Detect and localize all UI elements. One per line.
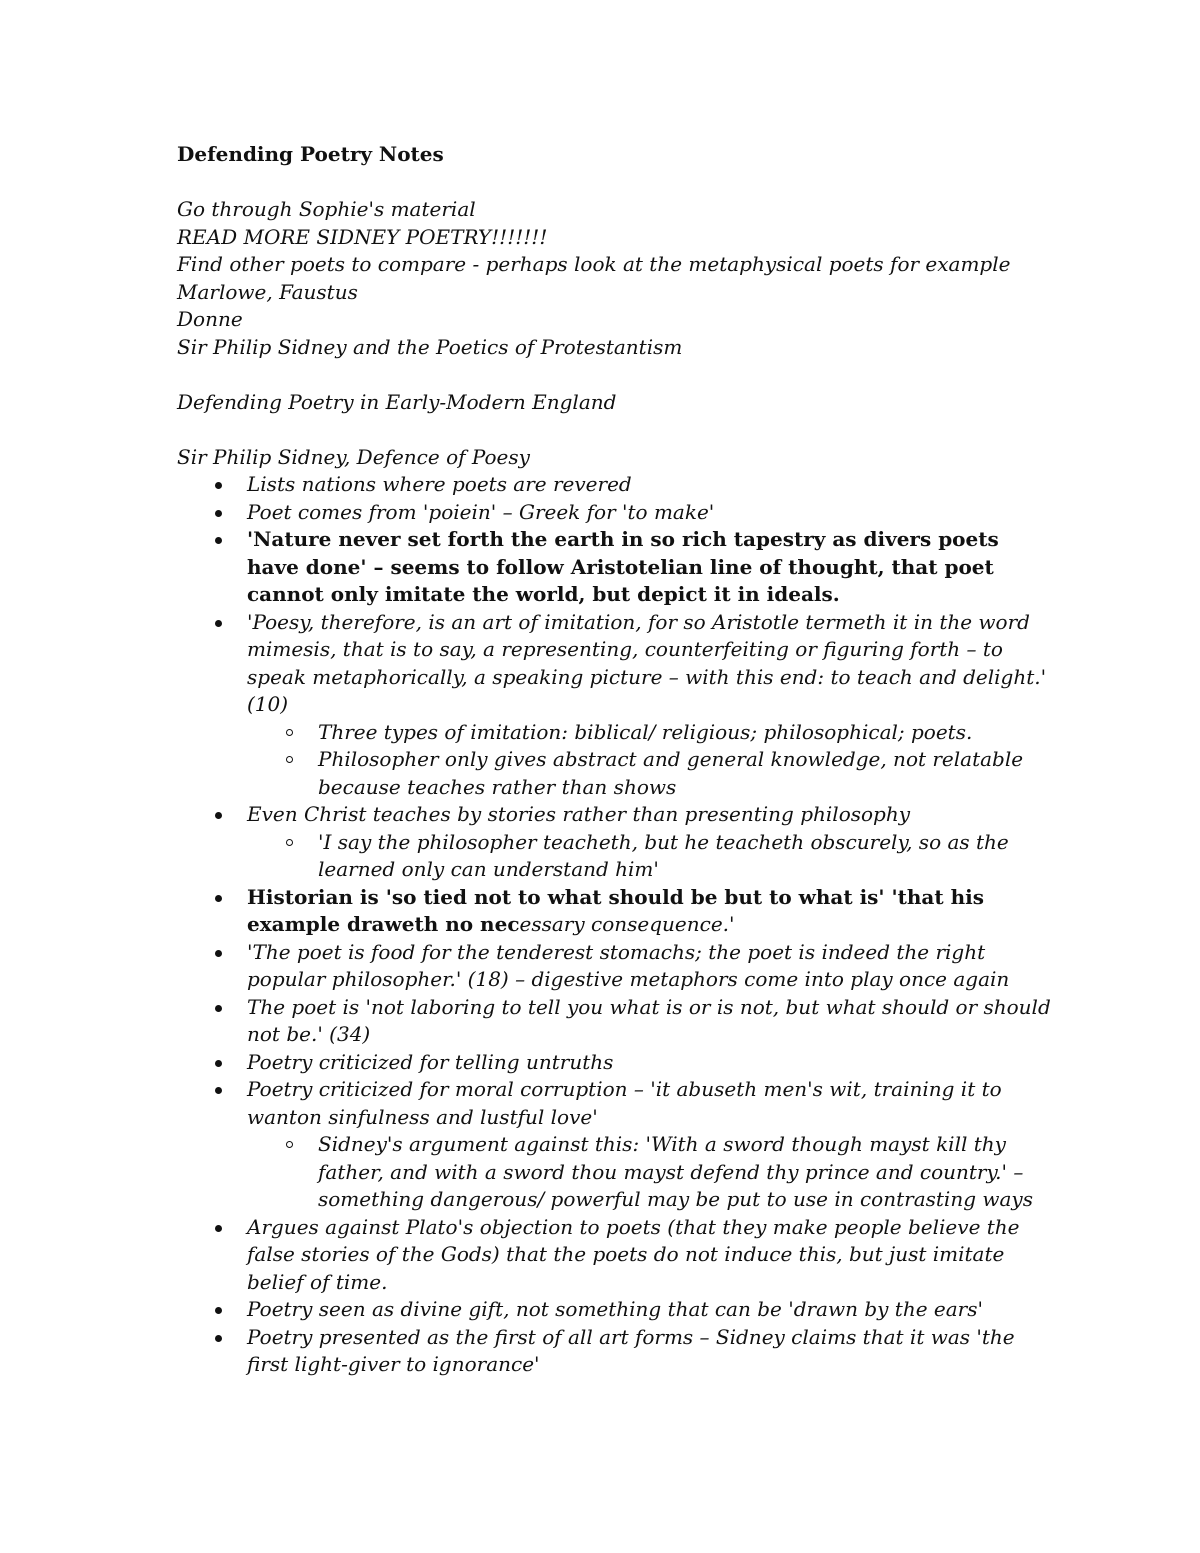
- bullet-circle-icon: [286, 756, 293, 763]
- sub-list-item: [247, 719, 1057, 747]
- todo-line: Find other poets to compare - perhaps look at the metaphysical poets for example: [177, 252, 1011, 276]
- todo-line: Go through Sophie's material: [177, 197, 476, 221]
- list-item-italic-text: essary consequence.': [519, 912, 735, 936]
- bullet-circle-icon: [286, 839, 293, 846]
- todo-line: Marlowe, Faustus: [177, 279, 358, 304]
- list-item: [177, 1049, 1057, 1077]
- bullet-dot-icon: [215, 812, 222, 819]
- list-item-text: Even Christ teaches by stories rather than presenting philosophy: [247, 802, 911, 826]
- document-body: [177, 141, 1057, 1379]
- bullet-dot-icon: [215, 537, 222, 544]
- bullet-dot-icon: [215, 895, 222, 902]
- sub-list: [247, 719, 1057, 802]
- section-heading: Defending Poetry in Early-Modern England: [177, 389, 617, 414]
- list-item-text: Poet comes from 'poiein' – Greek for 'to make': [247, 499, 715, 524]
- bullet-dot-icon: [215, 620, 222, 627]
- bullet-dot-icon: [215, 1335, 222, 1342]
- sub-list-item-text: Philosopher only gives abstract and general knowledge, not relatable because teaches rather than shows: [318, 747, 1024, 799]
- todo-line: Donne: [177, 307, 243, 331]
- list-item-bold-text: Historian is 'so tied not to what should be but to what is' 'that his example draweth no nec: [247, 884, 984, 936]
- bullet-dot-icon: [215, 1225, 222, 1232]
- sub-list-item-text: Three types of imitation: biblical/ religious; philosophical; poets.: [318, 719, 973, 744]
- list-item: [177, 994, 1057, 1049]
- list-item-text: 'Nature never set forth the earth in so rich tapestry as divers poets have done' – seems to follow Aristotelian line of thought, that poet cannot only imitate the world, but depict it in ideals.: [247, 527, 999, 606]
- list-item-text: Lists nations where poets are revered: [247, 472, 632, 496]
- list-item: [177, 1214, 1057, 1297]
- bullet-circle-icon: [286, 729, 293, 736]
- sub-list: [247, 829, 1057, 884]
- list-item: [177, 499, 1057, 527]
- list-item-text: Poetry seen as divine gift, not something that can be 'drawn by the ears': [247, 1297, 983, 1321]
- list-item: [177, 526, 1057, 609]
- list-item-text: Poetry presented as the first of all art forms – Sidney claims that it was 'the first light-giver to ignorance': [247, 1324, 1015, 1376]
- bullet-dot-icon: [215, 1060, 222, 1067]
- list-item: [177, 1324, 1057, 1379]
- sub-list: [247, 1131, 1057, 1214]
- list-item: [177, 939, 1057, 994]
- list-item-text: Poetry criticized for moral corruption – 'it abuseth men's wit, training it to wanton sinfulness and lustful love': [247, 1077, 1002, 1129]
- document-title: Defending Poetry Notes: [177, 142, 444, 166]
- notes-list: [177, 471, 1057, 1379]
- list-item: [177, 471, 1057, 499]
- list-item-text: [247, 884, 1057, 939]
- subsection-heading: Sir Philip Sidney, Defence of Poesy: [177, 444, 530, 469]
- list-item: [177, 1296, 1057, 1324]
- sub-list-item-text: 'I say the philosopher teacheth, but he teacheth obscurely, so as the learned only can understand him': [318, 829, 1009, 881]
- sub-list-item-text: Sidney's argument against this: 'With a sword though mayst kill thy father, and with a sword thou mayst defend thy prince and country.' – something dangerous/ powerful may be put to use in contrasting ways: [318, 1132, 1033, 1211]
- list-item: [177, 1076, 1057, 1214]
- spacer: [177, 361, 1057, 389]
- bullet-circle-icon: [286, 1141, 293, 1148]
- sub-list-item: [247, 829, 1057, 884]
- bullet-dot-icon: [215, 510, 222, 517]
- spacer: [177, 416, 1057, 444]
- sub-list-item: [247, 1131, 1057, 1214]
- list-item: [177, 801, 1057, 884]
- bullet-dot-icon: [215, 950, 222, 957]
- list-item: [177, 609, 1057, 802]
- todo-line: Sir Philip Sidney and the Poetics of Protestantism: [177, 334, 683, 359]
- bullet-dot-icon: [215, 1307, 222, 1314]
- list-item: [177, 884, 1057, 939]
- list-item-text: 'Poesy, therefore, is an art of imitation, for so Aristotle termeth it in the word mimesis, that is to say, a representing, counterfeiting or figuring forth – to speak metaphorically, a speaking picture – with this end: to teach and delight.' (10): [247, 609, 1047, 716]
- sub-list-item: [247, 746, 1057, 801]
- list-item-text: The poet is 'not laboring to tell you what is or is not, but what should or should not be.' (34): [247, 994, 1051, 1046]
- list-item-text: 'The poet is food for the tenderest stomachs; the poet is indeed the right popular philosopher.' (18) – digestive metaphors come into play once again: [247, 939, 1010, 991]
- list-item-text: Argues against Plato's objection to poets (that they make people believe the false stories of the Gods) that the poets do not induce this, but just imitate belief of time.: [247, 1214, 1020, 1294]
- list-item-text: Poetry criticized for telling untruths: [247, 1049, 614, 1074]
- todo-line: READ MORE SIDNEY POETRY!!!!!!!: [177, 224, 548, 249]
- bullet-dot-icon: [215, 1005, 222, 1012]
- bullet-dot-icon: [215, 482, 222, 489]
- bullet-dot-icon: [215, 1087, 222, 1094]
